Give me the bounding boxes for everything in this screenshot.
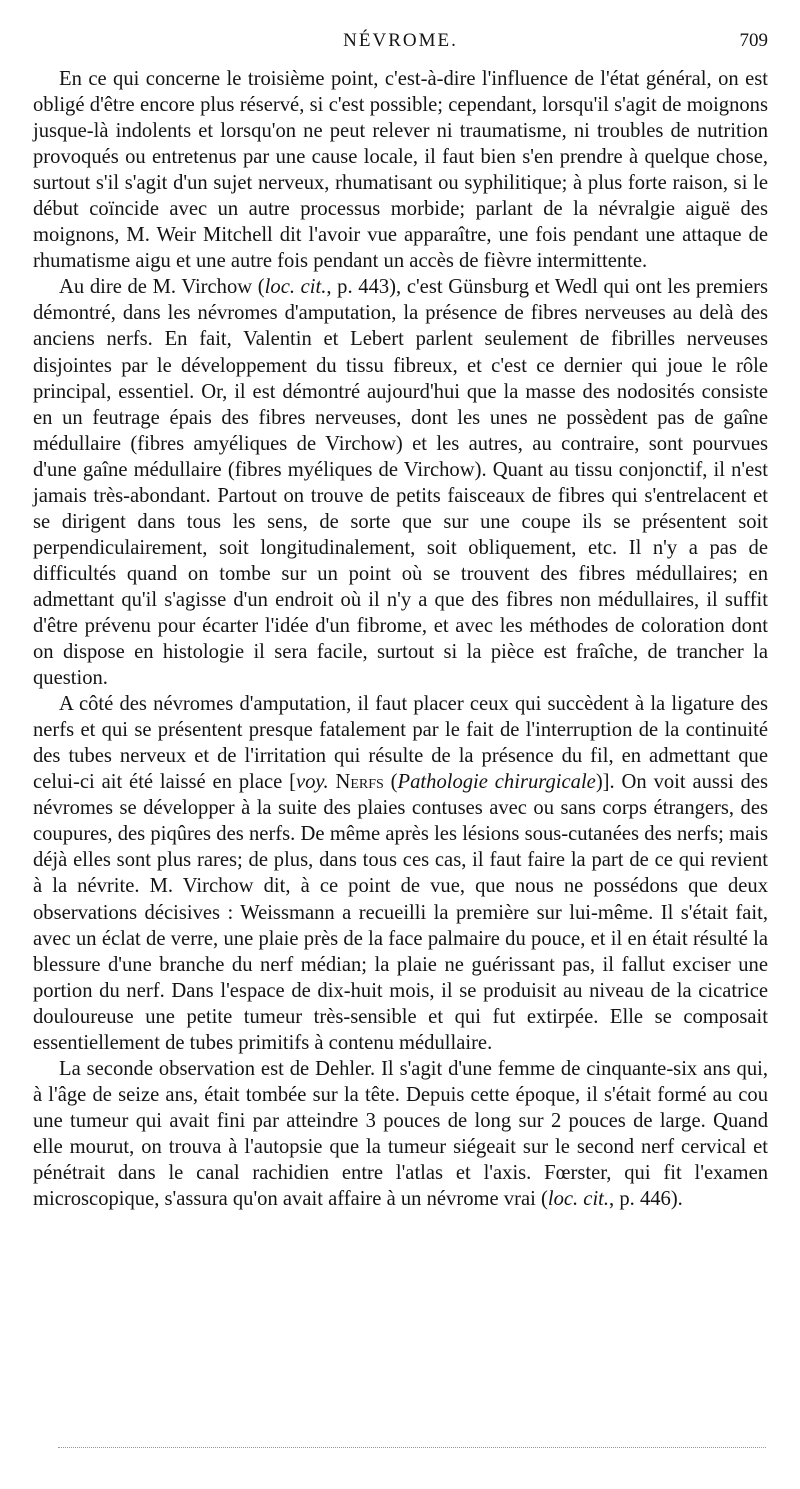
paragraph-3 [33,691,768,1056]
page-header [33,0,768,50]
paragraph-2 [33,274,768,691]
paragraph-4 [33,1056,768,1212]
paragraph-1-text: En ce qui concerne le troisième point, c'est-à-dire l'influence de l'état général, on est obligé d'être encore plus réservé, si c'est possible; cependant, lorsqu'il s'agit de moignons jusque-là indolents et lorsqu'on ne peut relever ni traumatisme, ni troubles de nutrition provoqués ou entretenus par une cause locale, il faut bien s'en prendre à quelque chose, surtout s'il s'agit d'un sujet nerveux, rhumatisant ou syphilitique; à plus forte raison, si le début coïncide avec un autre processus morbide; parlant de la névralgie aiguë des moignons, M. Weir Mitchell dit l'avoir vue apparaître, une fois pendant une attaque de rhumatisme aigu et une autre fois pendant un accès de fièvre intermittente. [33,68,768,273]
paragraph-3-nerfs: Nerfs [335,771,384,794]
bottom-dotted-rule [58,1447,766,1448]
paragraph-2-text-a: Au dire de M. Virchow ( [59,276,265,299]
paragraph-4-text-a: La seconde observation est de Dehler. Il s'agit d'une femme de cinquante-six ans qui, à l'âge de seize ans, était tombée sur la tête. Depuis cette époque, il s'était formé au cou une tumeur qui avait fini par atteindre 3 pouces de long sur 2 pouces de large. Quand elle mourut, on trouva à l'autopsie que la tumeur siégeait sur le second nerf cervical et pénétrait dans le canal rachidien entre l'atlas et l'axis. Fœrster, qui fit l'examen microscopique, s'assura qu'on avait affaire à un névrome vrai ( [33,1057,768,1211]
paragraph-2-text-b: , p. 443), c'est Günsburg et Wedl qui ont les premiers démontré, dans les névromes d'amputation, la présence de fibres nerveuses au delà des anciens nerfs. En fait, Valentin et Lebert parlent seulement de fibrilles nerveuses disjointes par le développement du tissu fibreux, et c'est ce dernier qui joue le rôle principal, essentiel. Or, il est démontré aujourd'hui que la masse des nodosités consiste en un feutrage épais des fibres nerveuses, dont les unes ne possèdent pas de gaîne médullaire (fibres amyéliques de Virchow) et les autres, au contraire, sont pourvues d'une gaîne médullaire (fibres myéliques de Virchow). Quant au tissu conjonctif, il n'est jamais très-abondant. Partout on trouve de petits faisceaux de fibres qui s'entrelacent et se dirigent dans tous les sens, de sorte que sur une coupe ils se présentent soit perpendiculairement, soit longitudinalement, soit obliquement, etc. Il n'y a pas de difficultés quand on tombe sur un point où se trouvent des fibres médullaires; en admettant qu'il s'agisse d'un endroit où il n'y a que des fibres non médullaires, il suffit d'être prévenu pour écarter l'idée d'un fibrome, et avec les méthodes de coloration dont on dispose en histologie il sera facile, surtout si la pièce est fraîche, de trancher la question. [33,276,768,690]
paragraph-3-voy: voy. [296,771,329,794]
paragraph-3-text-b: )]. On voit aussi des névromes se développer à la suite des plaies contuses avec ou sans corps étrangers, des coupures, des piqûres des nerfs. De même après les lésions sous-cutanées des nerfs; mais déjà elles sont plus rares; de plus, dans tous ces cas, il faut faire la part de ce qui revient à la névrite. M. Virchow dit, à ce point de vue, que nous ne possédons que deux observations décisives : Weissmann a recueilli la première sur lui-même. Il s'était fait, avec un éclat de verre, une plaie près de la face palmaire du pouce, et il en était résulté la blessure d'une branche du nerf médian; la plaie ne guérissant pas, il fallut exciser une portion du nerf. Dans l'espace de dix-huit mois, il se produisit au niveau de la cicatrice douloureuse une petite tumeur très-sensible et qui fut extirpée. Elle se composait essentiellement de tubes primitifs à contenu médullaire. [33,771,768,1054]
paragraph-2-citation: loc. cit. [264,276,327,299]
paragraph-4-citation: loc. cit. [547,1188,610,1211]
paragraph-1 [33,66,768,274]
page [33,0,768,1212]
page-number: 709 [739,30,768,51]
paragraph-3-pathologie: Pathologie chirurgicale [397,771,596,794]
paragraph-4-text-b: , p. 446). [609,1188,683,1211]
paragraph-3-text-a: A côté des névromes d'amputation, il faut placer ceux qui succèdent à la ligature des nerfs et qui se présentent presque fatalement par le fait de l'interruption de la continuité des tubes nerveux et de l'irritation qui résulte de la présence du fil, en admettant que celui-ci ait été laissé en place [ [33,693,768,794]
paragraph-3-paren: ( [383,771,398,794]
running-title: NÉVROME. [343,30,458,51]
